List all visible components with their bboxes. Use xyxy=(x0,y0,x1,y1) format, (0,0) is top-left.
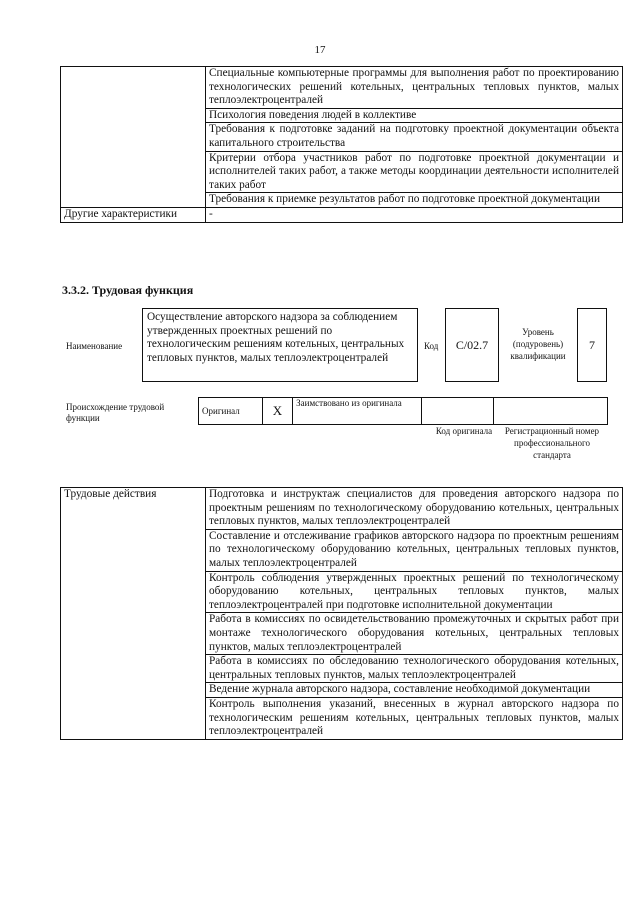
list-item: Специальные компьютерные программы для выполнения работ по проектированию технологических решений котельных, центральных тепловых пунктов, малых теплоэлектроцентралей xyxy=(206,67,623,109)
labor-actions-label: Трудовые действия xyxy=(61,488,206,740)
name-label: Наименование xyxy=(66,341,123,351)
table-row xyxy=(61,207,623,222)
table-row xyxy=(61,488,623,530)
function-code: C/02.7 xyxy=(445,308,499,382)
original-mark: X xyxy=(262,398,292,425)
list-item: Требования к подготовке заданий на подготовку проектной документации объекта капитального строительства xyxy=(206,123,623,151)
labor-actions-table xyxy=(60,487,623,740)
list-item: Психология поведения людей в коллективе xyxy=(206,108,623,123)
list-item: Ведение журнала авторского надзора, составление необходимой документации xyxy=(206,683,623,698)
row-label xyxy=(61,67,206,208)
list-item: Критерии отбора участников работ по подготовке проектной документации и исполнителей таких работ, а также методы координации деятельности исполнителей таких работ xyxy=(206,151,623,193)
list-item: Работа в комиссиях по обследованию технологического оборудования котельных, центральных тепловых пунктов, малых теплоэлектроцентралей xyxy=(206,655,623,683)
list-item: Требования к приемке результатов работ по подготовке проектной документации xyxy=(206,193,623,208)
list-item: Составление и отслеживание графиков авторского надзора по проектным решениям по технологическому оборудованию котельных, центральных тепловых пунктов, малых теплоэлектроцентралей xyxy=(206,529,623,571)
row-label-other: Другие характеристики xyxy=(61,207,206,222)
original-label: Оригинал xyxy=(199,398,263,425)
function-name: Осуществление авторского надзора за соблюдением утвержденных проектных решений по технологическим решениям котельных, центральных тепловых пунктов, малых теплоэлектроцентралей xyxy=(142,308,418,382)
section-title: 3.3.2. Трудовая функция xyxy=(62,283,194,297)
list-item: Контроль выполнения указаний, внесенных в журнал авторского надзора по технологическим решениям котельных, центральных тепловых пунктов, малых теплоэлектроцентралей xyxy=(206,697,623,739)
borrowed-label: Заимствовано из оригинала xyxy=(293,398,422,425)
qualification-level: 7 xyxy=(577,308,607,382)
table-row xyxy=(61,67,623,109)
original-code-caption: Код оригинала xyxy=(435,426,493,436)
origin-table xyxy=(198,397,608,425)
original-code-cell xyxy=(421,398,493,425)
knowledge-table xyxy=(60,66,623,223)
list-item: Подготовка и инструктаж специалистов для проведения авторского надзора по проектным решениям по технологическому оборудованию котельных, центральных тепловых пунктов, малых теплоэлектроцентралей xyxy=(206,488,623,530)
list-item: - xyxy=(206,207,623,222)
page-number: 17 xyxy=(314,44,326,56)
table-row xyxy=(199,398,608,425)
list-item: Контроль соблюдения утвержденных проектных решений по технологическому оборудованию котельных, центральных тепловых пунктов, малых теплоэлектроцентралей при подготовке исполнительной документации xyxy=(206,571,623,613)
code-label: Код xyxy=(424,341,439,351)
level-label: Уровень (подуровень) квалификации xyxy=(510,327,566,361)
list-item: Работа в комиссиях по освидетельствованию промежуточных и скрытых работ при монтаже технологического оборудования котельных, центральных тепловых пунктов, малых теплоэлектроцентралей xyxy=(206,613,623,655)
origin-label: Происхождение трудовой функции xyxy=(66,402,165,423)
registration-number-cell xyxy=(493,398,607,425)
registration-caption: Регистрационный номер профессионального стандарта xyxy=(504,426,600,460)
